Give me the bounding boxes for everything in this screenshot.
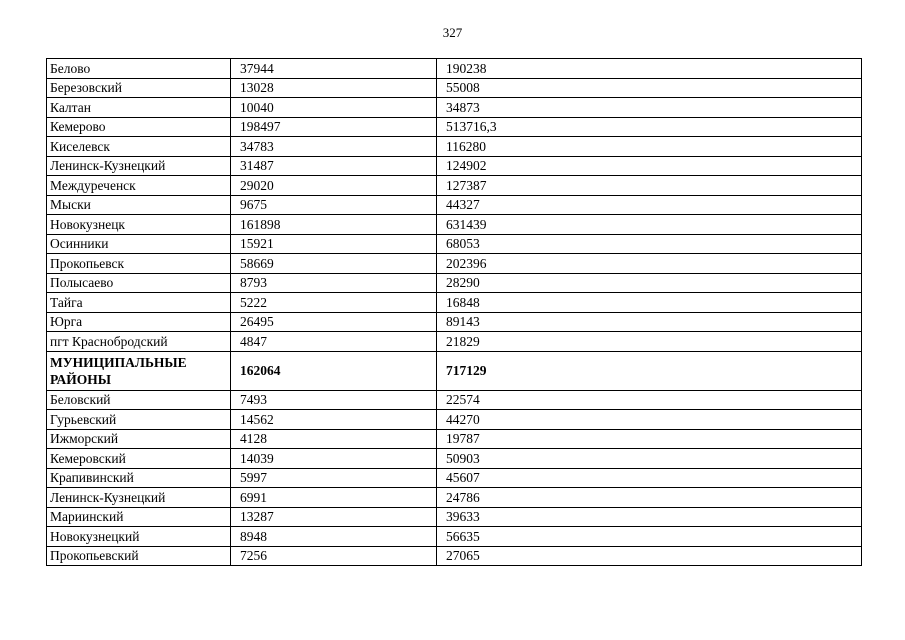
cell-municipality: Ленинск-Кузнецкий (47, 488, 231, 508)
cell-value-1: 29020 (231, 176, 437, 196)
cell-value-1: 6991 (231, 488, 437, 508)
table-row (47, 351, 862, 390)
cell-municipality: Березовский (47, 78, 231, 98)
table-row (47, 488, 862, 508)
cell-value-2: 22574 (437, 390, 862, 410)
data-table (46, 58, 862, 566)
cell-municipality: Новокузнецк (47, 215, 231, 235)
cell-value-2: 127387 (437, 176, 862, 196)
cell-value-1: 5222 (231, 293, 437, 313)
cell-municipality: Ленинск-Кузнецкий (47, 156, 231, 176)
table-row (47, 254, 862, 274)
cell-value-1: 4847 (231, 332, 437, 352)
cell-value-1: 13287 (231, 507, 437, 527)
table-row (47, 332, 862, 352)
table-row (47, 156, 862, 176)
cell-value-2: 89143 (437, 312, 862, 332)
cell-value-2: 39633 (437, 507, 862, 527)
cell-municipality: Киселевск (47, 137, 231, 157)
cell-value-1: 9675 (231, 195, 437, 215)
table-row (47, 117, 862, 137)
cell-municipality: Тайга (47, 293, 231, 313)
cell-value-2: 55008 (437, 78, 862, 98)
cell-municipality: Полысаево (47, 273, 231, 293)
cell-value-2: 44327 (437, 195, 862, 215)
page-number: 327 (442, 25, 463, 40)
cell-value-1: 162064 (231, 351, 437, 390)
cell-value-2: 28290 (437, 273, 862, 293)
cell-value-1: 14562 (231, 410, 437, 430)
cell-municipality: Мариинский (47, 507, 231, 527)
cell-municipality: Осинники (47, 234, 231, 254)
cell-value-1: 37944 (231, 59, 437, 79)
table-row (47, 390, 862, 410)
cell-value-1: 7493 (231, 390, 437, 410)
cell-municipality: Гурьевский (47, 410, 231, 430)
table-row (47, 312, 862, 332)
table-row (47, 98, 862, 118)
cell-value-2: 16848 (437, 293, 862, 313)
table-row (47, 215, 862, 235)
table-row (47, 527, 862, 547)
table-row (47, 137, 862, 157)
cell-value-2: 44270 (437, 410, 862, 430)
table-row (47, 59, 862, 79)
table-row (47, 507, 862, 527)
cell-value-1: 26495 (231, 312, 437, 332)
cell-value-1: 10040 (231, 98, 437, 118)
cell-value-2: 513716,3 (437, 117, 862, 137)
cell-municipality: Прокопьевск (47, 254, 231, 274)
cell-value-1: 7256 (231, 546, 437, 566)
cell-municipality: Белово (47, 59, 231, 79)
cell-municipality: Междуреченск (47, 176, 231, 196)
cell-municipality: Кемеровский (47, 449, 231, 469)
cell-value-2: 27065 (437, 546, 862, 566)
table-row (47, 176, 862, 196)
table-row (47, 78, 862, 98)
cell-value-2: 21829 (437, 332, 862, 352)
cell-value-1: 15921 (231, 234, 437, 254)
cell-municipality: Крапивинский (47, 468, 231, 488)
cell-value-2: 116280 (437, 137, 862, 157)
table-row (47, 449, 862, 469)
table-row (47, 546, 862, 566)
table-row (47, 293, 862, 313)
cell-value-1: 14039 (231, 449, 437, 469)
cell-municipality: Мыски (47, 195, 231, 215)
cell-value-1: 13028 (231, 78, 437, 98)
cell-value-2: 24786 (437, 488, 862, 508)
cell-value-1: 8948 (231, 527, 437, 547)
cell-value-2: 45607 (437, 468, 862, 488)
table-body (47, 59, 862, 566)
cell-value-2: 124902 (437, 156, 862, 176)
cell-municipality: Новокузнецкий (47, 527, 231, 547)
table-row (47, 468, 862, 488)
cell-value-2: 190238 (437, 59, 862, 79)
cell-value-1: 161898 (231, 215, 437, 235)
cell-municipality: Юрга (47, 312, 231, 332)
cell-value-1: 4128 (231, 429, 437, 449)
cell-municipality: МУНИЦИПАЛЬНЫЕ РАЙОНЫ (47, 351, 231, 390)
cell-municipality: Калтан (47, 98, 231, 118)
cell-municipality: Прокопьевский (47, 546, 231, 566)
table-row (47, 410, 862, 430)
cell-value-2: 202396 (437, 254, 862, 274)
cell-value-2: 19787 (437, 429, 862, 449)
cell-value-2: 68053 (437, 234, 862, 254)
table-row (47, 234, 862, 254)
cell-value-1: 5997 (231, 468, 437, 488)
cell-value-2: 34873 (437, 98, 862, 118)
cell-value-1: 58669 (231, 254, 437, 274)
cell-value-1: 198497 (231, 117, 437, 137)
cell-municipality: Кемерово (47, 117, 231, 137)
cell-value-1: 31487 (231, 156, 437, 176)
cell-value-2: 56635 (437, 527, 862, 547)
cell-value-2: 50903 (437, 449, 862, 469)
table-row (47, 195, 862, 215)
cell-municipality: Беловский (47, 390, 231, 410)
cell-value-2: 717129 (437, 351, 862, 390)
table-row (47, 429, 862, 449)
cell-value-1: 8793 (231, 273, 437, 293)
cell-value-2: 631439 (437, 215, 862, 235)
cell-municipality: Ижморский (47, 429, 231, 449)
cell-municipality: пгт Краснобродский (47, 332, 231, 352)
table-row (47, 273, 862, 293)
cell-value-1: 34783 (231, 137, 437, 157)
